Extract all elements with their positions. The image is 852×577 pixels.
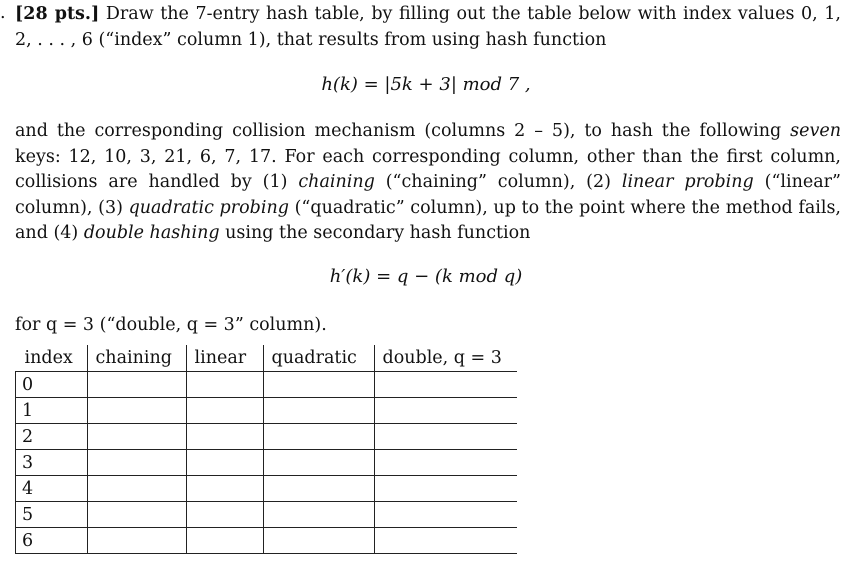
desc-part-c: (“chaining” column), (2) [374, 172, 622, 192]
double-cell[interactable] [374, 476, 517, 502]
index-cell: 6 [16, 528, 88, 554]
quadratic-cell[interactable] [263, 372, 374, 398]
table-row [16, 372, 517, 398]
desc-part-f: using the secondary hash function [219, 223, 531, 243]
points-label: [28 pts.] [15, 4, 100, 24]
intro-text: Draw the 7-entry hash table, by filling out the table below with index values 0, 1, 2, . . . , 6 (“index” column 1), that results from using hash function [15, 4, 841, 50]
desc-quadratic: quadratic probing [128, 197, 289, 218]
quadratic-cell[interactable] [263, 502, 374, 528]
chaining-cell[interactable] [87, 502, 186, 528]
chaining-cell[interactable] [87, 450, 186, 476]
chaining-cell[interactable] [87, 398, 186, 424]
table-row [16, 476, 517, 502]
index-cell: 0 [16, 372, 88, 398]
quadratic-cell[interactable] [263, 398, 374, 424]
header-quadratic: quadratic [263, 345, 374, 372]
chaining-cell[interactable] [87, 424, 186, 450]
desc-double: double hashing [83, 223, 220, 243]
chaining-cell[interactable] [87, 528, 186, 554]
index-cell: 3 [16, 450, 88, 476]
table-row [16, 398, 517, 424]
chaining-cell[interactable] [87, 476, 186, 502]
desc-part-e: (“quadratic” column), up to the point where the method fails, and (4) [15, 197, 841, 243]
quadratic-cell[interactable] [263, 424, 374, 450]
desc-chaining: chaining [298, 172, 375, 192]
index-cell: 1 [16, 398, 88, 424]
quadratic-cell[interactable] [263, 476, 374, 502]
double-cell[interactable] [374, 372, 517, 398]
linear-cell[interactable] [186, 502, 263, 528]
header-index: index [16, 345, 88, 372]
double-cell[interactable] [374, 398, 517, 424]
desc-linear: linear probing [621, 172, 754, 192]
double-cell[interactable] [374, 450, 517, 476]
linear-cell[interactable] [186, 528, 263, 554]
desc-seven: seven [790, 121, 841, 141]
header-double: double, q = 3 [374, 345, 517, 372]
index-cell: 4 [16, 476, 88, 502]
desc-part-b: keys: 12, 10, 3, 21, 6, 7, 17. For each corresponding column, other than the first column, collisions are handled by (1) [15, 146, 841, 192]
table-header-row [16, 345, 517, 372]
table-body [16, 372, 517, 554]
desc-part-d: (“linear” column), (3) [15, 172, 841, 218]
linear-cell[interactable] [186, 476, 263, 502]
problem-bullet: . [0, 3, 6, 23]
double-cell[interactable] [374, 528, 517, 554]
chaining-cell[interactable] [87, 372, 186, 398]
problem-intro [15, 2, 841, 53]
index-cell: 2 [16, 424, 88, 450]
desc-part-a: and the corresponding collision mechanism (columns 2 – 5), to hash the following [15, 121, 791, 141]
linear-cell[interactable] [186, 450, 263, 476]
table-row [16, 528, 517, 554]
hash-function-equation: h(k) = |5k + 3| mod 7 , [321, 74, 531, 95]
linear-cell[interactable] [186, 372, 263, 398]
double-cell[interactable] [374, 424, 517, 450]
q-parameter-text: for q = 3 (“double, q = 3” column). [15, 315, 327, 335]
collision-description [15, 119, 841, 247]
linear-cell[interactable] [186, 398, 263, 424]
quadratic-cell[interactable] [263, 450, 374, 476]
hash-table [15, 345, 517, 554]
linear-cell[interactable] [186, 424, 263, 450]
table-row [16, 424, 517, 450]
quadratic-cell[interactable] [263, 528, 374, 554]
header-linear: linear [186, 345, 263, 372]
secondary-hash-equation: h′(k) = q − (k mod q) [329, 266, 523, 287]
double-cell[interactable] [374, 502, 517, 528]
header-chaining: chaining [87, 345, 186, 372]
table-row [16, 502, 517, 528]
index-cell: 5 [16, 502, 88, 528]
table-row [16, 450, 517, 476]
